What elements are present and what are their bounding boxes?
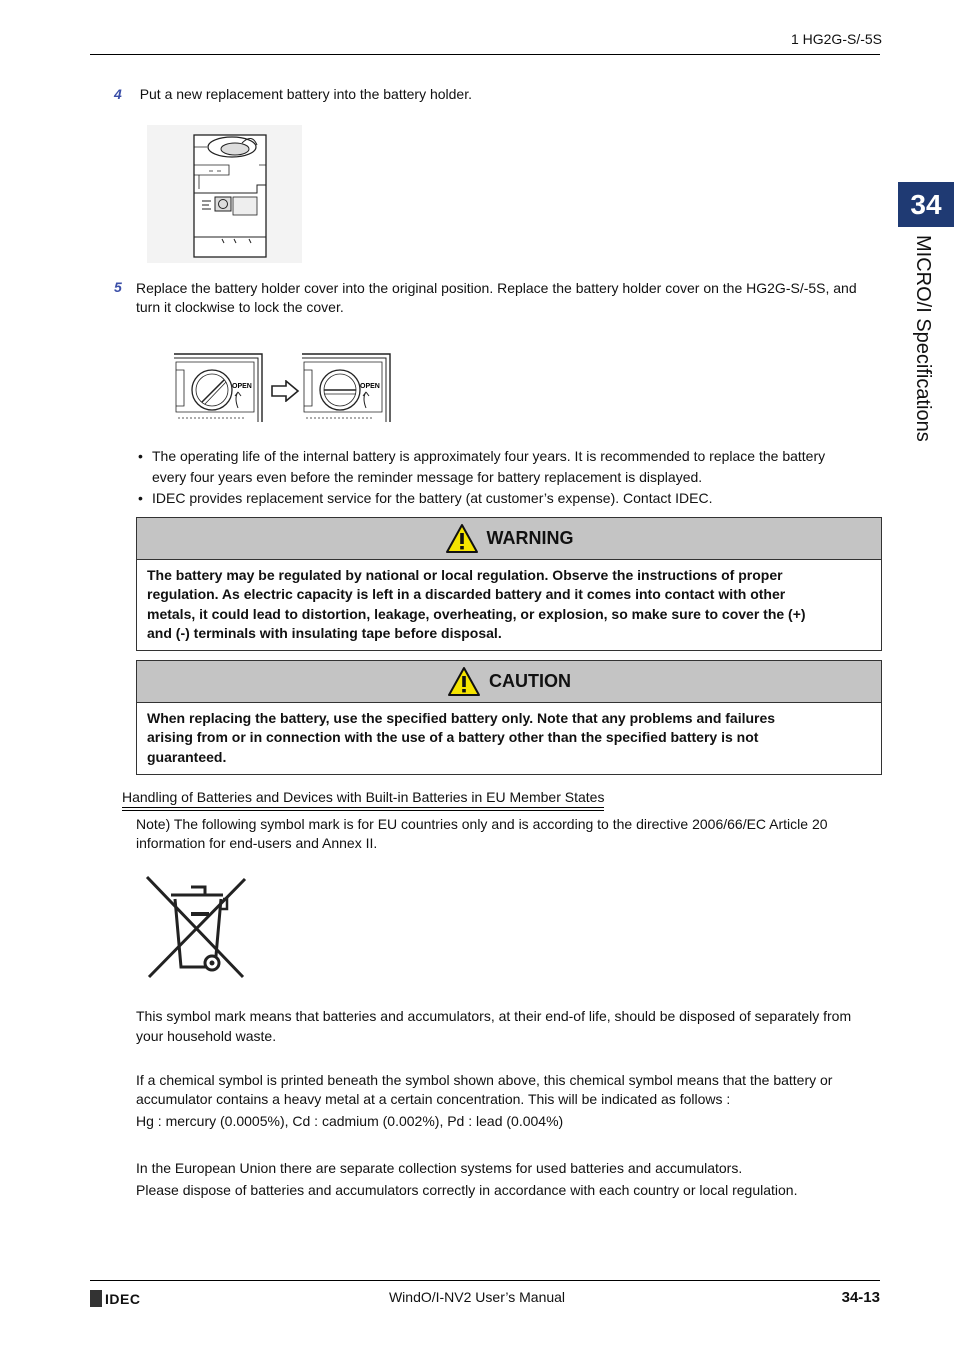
eu-section-heading: Handling of Batteries and Devices with Built-in Batteries in EU Member States xyxy=(122,789,604,808)
caution-title: CAUTION xyxy=(489,671,571,691)
step-4 xyxy=(114,86,472,102)
chemical-symbol-text xyxy=(136,1071,886,1131)
open-label: OPEN xyxy=(360,383,380,390)
caution-body xyxy=(137,703,881,774)
note-line: every four years even before the reminder message for battery replacement is displayed. xyxy=(152,469,703,485)
caution-header xyxy=(137,661,881,703)
note-line: • IDEC provides replacement service for the battery (at customer’s expense). Contact IDEC. xyxy=(152,490,713,506)
step-5-line: Replace the battery holder cover into the original position. Replace the battery holder cover on the HG2G-S/-5S, and xyxy=(136,280,857,296)
eu-note xyxy=(136,815,886,853)
caution-triangle-icon xyxy=(447,666,481,697)
eu-collection-text xyxy=(136,1157,886,1201)
idec-logo-text: IDEC xyxy=(105,1290,141,1307)
footer-rule xyxy=(90,1280,880,1281)
cover-locked-figure xyxy=(302,352,394,424)
list-item xyxy=(138,488,868,509)
chemical-line: accumulator contains a heavy metal at a certain concentration. This will be indicated as follows : xyxy=(136,1091,731,1107)
footer-manual-title: WindO/I-NV2 User’s Manual xyxy=(388,1289,566,1305)
warning-line: metals, it could lead to distortion, leakage, overheating, or explosion, so make sure to cover the (+) xyxy=(147,605,806,622)
page-number: 34-13 xyxy=(841,1289,880,1306)
notes-list xyxy=(138,446,868,509)
warning-title: WARNING xyxy=(486,528,574,548)
warning-triangle-icon xyxy=(445,523,479,554)
eu-collection-line: Please dispose of batteries and accumulators correctly in accordance with each country or local regulation. xyxy=(136,1182,798,1198)
symbol-meaning-line: your household waste. xyxy=(136,1028,277,1044)
chapter-title xyxy=(904,235,944,465)
caution-line: arising from or in connection with the use of a battery other than the specified battery is not xyxy=(147,729,759,746)
battery-holder-figure xyxy=(147,125,302,263)
crossed-bin-icon xyxy=(143,873,249,981)
warning-body xyxy=(137,560,881,650)
step-text: Put a new replacement battery into the battery holder. xyxy=(139,86,472,102)
list-item xyxy=(138,446,868,488)
step-5-text xyxy=(136,279,886,317)
running-header: 1 HG2G-S/-5S xyxy=(790,31,882,47)
warning-line: and (-) terminals with insulating tape before disposal. xyxy=(147,624,502,641)
chemical-line: Hg : mercury (0.0005%), Cd : cadmium (0.002%), Pd : lead (0.004%) xyxy=(136,1113,564,1129)
chapter-title-text: MICRO/I Specifications xyxy=(912,235,934,442)
open-label: OPEN xyxy=(232,383,252,390)
warning-box xyxy=(136,517,882,651)
eu-note-line: Note) The following symbol mark is for EU countries only and is according to the directive 2006/66/EC Article 20 xyxy=(136,816,828,832)
symbol-meaning-line: This symbol mark means that batteries and accumulators, at their end-of life, should be disposed of separately from xyxy=(136,1008,852,1024)
symbol-meaning xyxy=(136,1006,886,1046)
eu-note-line: information for end-users and Annex II. xyxy=(136,835,378,851)
note-line: • The operating life of the internal battery is approximately four years. It is recommended to replace the battery xyxy=(152,448,826,464)
caution-box xyxy=(136,660,882,775)
caution-line: guaranteed. xyxy=(147,748,227,765)
warning-header xyxy=(137,518,881,560)
step-5-number: 5 xyxy=(114,279,122,295)
header-rule xyxy=(90,54,880,55)
chapter-tab[interactable]: 34 xyxy=(898,182,954,227)
right-arrow-icon xyxy=(270,380,300,402)
caution-line: When replacing the battery, use the specified battery only. Note that any problems and failures xyxy=(147,710,776,726)
cover-unlocked-figure xyxy=(174,352,266,424)
warning-line: The battery may be regulated by national or local regulation. Observe the instructions of proper xyxy=(147,567,783,583)
step-5-line: turn it clockwise to lock the cover. xyxy=(136,299,344,315)
chemical-line: If a chemical symbol is printed beneath the symbol shown above, this chemical symbol means that the battery or xyxy=(136,1072,833,1088)
warning-line: regulation. As electric capacity is left in a discarded battery and it comes into contact with other xyxy=(147,586,786,603)
step-number: 4 xyxy=(114,86,122,102)
eu-collection-line: In the European Union there are separate collection systems for used batteries and accumulators. xyxy=(136,1160,743,1176)
